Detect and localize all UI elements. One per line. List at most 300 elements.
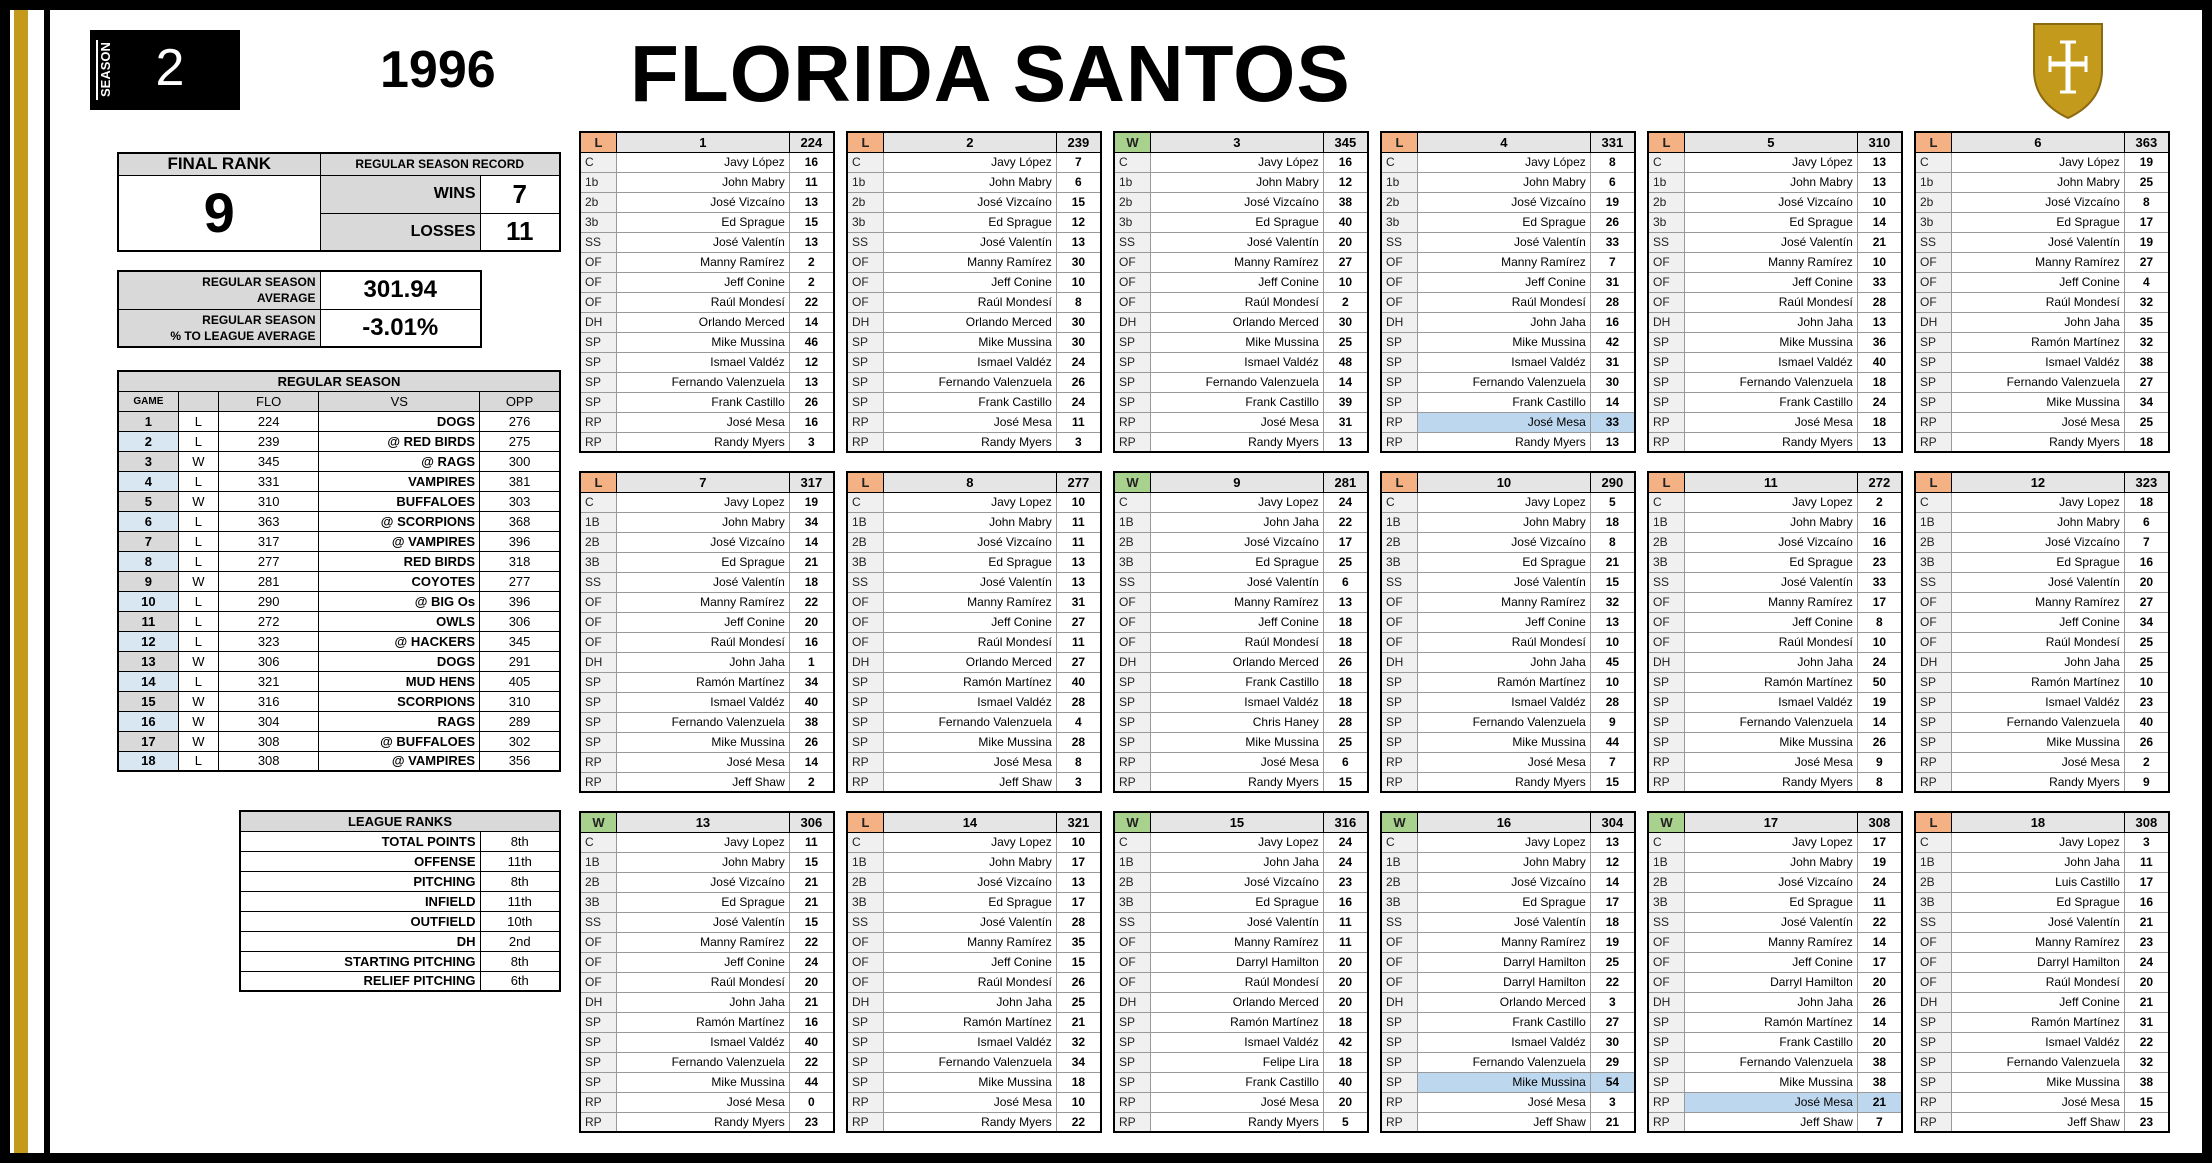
- player-name: Jeff Conine: [1685, 612, 1858, 632]
- lineup-row: [1114, 392, 1368, 412]
- player-name: Ismael Valdéz: [1952, 692, 2125, 712]
- position: OF: [580, 272, 617, 292]
- lineup-row: [1381, 1012, 1635, 1032]
- flo-score: 317: [218, 531, 318, 551]
- player-name: José Valentín: [617, 572, 790, 592]
- position: OF: [847, 972, 884, 992]
- player-score: 50: [1857, 672, 1902, 692]
- game-box: [1113, 811, 1369, 1133]
- position: SP: [1114, 712, 1151, 732]
- player-score: 16: [1857, 512, 1902, 532]
- lineup-row: [1381, 912, 1635, 932]
- game-header: [1114, 472, 1368, 492]
- position: RP: [580, 772, 617, 792]
- game-header: [1915, 132, 2169, 152]
- wins-label: WINS: [320, 175, 480, 213]
- player-name: Raúl Mondesí: [617, 972, 790, 992]
- position: OF: [580, 632, 617, 652]
- position: RP: [580, 432, 617, 452]
- player-score: 20: [1323, 1092, 1368, 1112]
- player-score: 24: [1056, 392, 1101, 412]
- player-score: 22: [1590, 972, 1635, 992]
- lineup-row: [580, 732, 834, 752]
- position: 2b: [1648, 192, 1685, 212]
- position: SP: [847, 1012, 884, 1032]
- position: OF: [1648, 972, 1685, 992]
- player-name: Manny Ramírez: [1151, 592, 1324, 612]
- position: SP: [1114, 1052, 1151, 1072]
- position: SP: [1381, 332, 1418, 352]
- lineup-row: [580, 632, 834, 652]
- lineup-row: [1114, 352, 1368, 372]
- lineup-row: [580, 312, 834, 332]
- player-name: Frank Castillo: [1685, 1032, 1858, 1052]
- flo-score: 281: [218, 571, 318, 591]
- schedule-table: [117, 370, 561, 772]
- position: 1b: [1648, 172, 1685, 192]
- game-number: 2: [884, 132, 1057, 152]
- lineup-row: [1648, 552, 1902, 572]
- lineup-row: [847, 332, 1101, 352]
- player-name: José Mesa: [617, 1092, 790, 1112]
- lineup-row: [1648, 312, 1902, 332]
- player-name: José Vizcaíno: [1418, 872, 1591, 892]
- lineup-row: [1114, 972, 1368, 992]
- player-name: Ed Sprague: [884, 552, 1057, 572]
- game-result-badge: W: [580, 812, 617, 832]
- position: 2B: [1114, 532, 1151, 552]
- opp-score: 405: [480, 671, 560, 691]
- lineup-row: [1381, 292, 1635, 312]
- lineup-row: [1114, 252, 1368, 272]
- rank-value: 6th: [480, 971, 560, 991]
- lineup-row: [580, 872, 834, 892]
- player-score: 20: [1323, 232, 1368, 252]
- player-score: 22: [789, 292, 834, 312]
- player-score: 13: [1056, 232, 1101, 252]
- player-score: 4: [2124, 272, 2169, 292]
- player-score: 24: [2124, 952, 2169, 972]
- position: C: [1648, 492, 1685, 512]
- schedule-row: [118, 591, 560, 611]
- flo-score: 321: [218, 671, 318, 691]
- game-box: [1113, 131, 1369, 453]
- player-name: Ed Sprague: [1418, 892, 1591, 912]
- player-name: José Mesa: [617, 412, 790, 432]
- game-result-badge: W: [1114, 472, 1151, 492]
- position: SP: [1915, 1032, 1952, 1052]
- opponent: @ HACKERS: [319, 631, 480, 651]
- game-result-badge: L: [1915, 132, 1952, 152]
- lineup-row: [1381, 712, 1635, 732]
- position: OF: [1915, 632, 1952, 652]
- position: RP: [1381, 432, 1418, 452]
- player-name: Ismael Valdéz: [617, 692, 790, 712]
- rank-category: TOTAL POINTS: [240, 831, 480, 851]
- position: 3b: [1381, 212, 1418, 232]
- player-score: 14: [1590, 392, 1635, 412]
- player-score: 31: [1590, 352, 1635, 372]
- position: DH: [1648, 312, 1685, 332]
- lineup-row: [1915, 1092, 2169, 1112]
- player-score: 27: [1056, 652, 1101, 672]
- position: OF: [1381, 632, 1418, 652]
- player-score: 25: [1323, 332, 1368, 352]
- player-score: 11: [1323, 932, 1368, 952]
- position: C: [1381, 492, 1418, 512]
- lineup-row: [1114, 1012, 1368, 1032]
- player-score: 6: [1056, 172, 1101, 192]
- position: 2b: [1114, 192, 1151, 212]
- position: 3B: [1381, 552, 1418, 572]
- player-score: 3: [1590, 992, 1635, 1012]
- position: SP: [1648, 1032, 1685, 1052]
- position: RP: [847, 1092, 884, 1112]
- lineup-row: [1114, 1112, 1368, 1132]
- lineup-row: [1915, 952, 2169, 972]
- player-name: Frank Castillo: [617, 392, 790, 412]
- player-name: José Valentín: [1685, 232, 1858, 252]
- position: SP: [1915, 1052, 1952, 1072]
- player-name: Jeff Conine: [1685, 272, 1858, 292]
- player-score: 27: [2124, 252, 2169, 272]
- final-rank-value: 9: [118, 175, 320, 251]
- game-box: [1914, 471, 2170, 793]
- lineup-row: [580, 172, 834, 192]
- player-score: 15: [1590, 772, 1635, 792]
- player-name: Mike Mussina: [1952, 732, 2125, 752]
- game-result: L: [178, 471, 218, 491]
- lineup-row: [1915, 672, 2169, 692]
- player-name: José Mesa: [1418, 1092, 1591, 1112]
- lineup-row: [847, 912, 1101, 932]
- lineup-row: [1648, 1092, 1902, 1112]
- game-result: L: [178, 531, 218, 551]
- lineup-row: [580, 892, 834, 912]
- game-box: [579, 811, 835, 1133]
- game-number: 17: [1685, 812, 1858, 832]
- player-name: Ramón Martínez: [1685, 1012, 1858, 1032]
- position: 1B: [1915, 512, 1952, 532]
- player-score: 11: [1056, 412, 1101, 432]
- position: RP: [1381, 772, 1418, 792]
- lineup-row: [1381, 272, 1635, 292]
- player-score: 12: [789, 352, 834, 372]
- league-rank-row: [240, 911, 560, 931]
- position: SP: [1114, 1032, 1151, 1052]
- position: RP: [847, 1112, 884, 1132]
- player-score: 15: [789, 852, 834, 872]
- player-score: 3: [1056, 772, 1101, 792]
- position: SP: [580, 692, 617, 712]
- lineup-row: [1648, 272, 1902, 292]
- position: 3B: [1114, 552, 1151, 572]
- position: SP: [580, 672, 617, 692]
- player-score: 6: [1323, 572, 1368, 592]
- lineup-row: [1114, 272, 1368, 292]
- position: SP: [1381, 352, 1418, 372]
- game-result: L: [178, 431, 218, 451]
- avg-label: [118, 271, 320, 309]
- position: 2B: [1114, 872, 1151, 892]
- player-score: 27: [1590, 1012, 1635, 1032]
- position: DH: [1114, 312, 1151, 332]
- position: RP: [847, 432, 884, 452]
- player-score: 19: [1590, 932, 1635, 952]
- position: DH: [580, 992, 617, 1012]
- lineup-row: [1915, 512, 2169, 532]
- player-name: Raúl Mondesí: [617, 632, 790, 652]
- player-score: 5: [1323, 1112, 1368, 1132]
- player-name: José Valentín: [1952, 572, 2125, 592]
- player-score: 17: [1590, 892, 1635, 912]
- player-name: José Valentín: [1685, 572, 1858, 592]
- player-name: Ed Sprague: [1151, 552, 1324, 572]
- player-score: 18: [1323, 1052, 1368, 1072]
- player-name: Ramón Martínez: [1952, 1012, 2125, 1032]
- player-score: 28: [1056, 692, 1101, 712]
- lineup-row: [1381, 732, 1635, 752]
- game-number: 9: [118, 571, 178, 591]
- lineup-row: [1648, 712, 1902, 732]
- player-score: 2: [1323, 292, 1368, 312]
- opponent: RAGS: [319, 711, 480, 731]
- lineup-row: [1915, 832, 2169, 852]
- player-name: Randy Myers: [1418, 772, 1591, 792]
- player-name: José Mesa: [1952, 412, 2125, 432]
- player-name: John Mabry: [1952, 512, 2125, 532]
- player-score: 9: [2124, 772, 2169, 792]
- position: SP: [1648, 712, 1685, 732]
- player-score: 20: [789, 972, 834, 992]
- player-name: Ismael Valdéz: [1418, 1032, 1591, 1052]
- game-box: [1647, 811, 1903, 1133]
- player-score: 7: [1857, 1112, 1902, 1132]
- lineup-row: [1381, 432, 1635, 452]
- player-name: John Mabry: [1418, 852, 1591, 872]
- player-name: Javy López: [1418, 152, 1591, 172]
- player-name: Jeff Conine: [1418, 272, 1591, 292]
- position: SP: [847, 332, 884, 352]
- schedule-row: [118, 491, 560, 511]
- lineup-row: [1915, 992, 2169, 1012]
- player-name: Raúl Mondesí: [1952, 972, 2125, 992]
- lineup-row: [580, 292, 834, 312]
- lineup-row: [1114, 432, 1368, 452]
- player-score: 26: [2124, 732, 2169, 752]
- game-total: 310: [1857, 132, 1902, 152]
- player-name: Frank Castillo: [1151, 672, 1324, 692]
- position: SP: [1915, 372, 1952, 392]
- player-score: 31: [1056, 592, 1101, 612]
- player-name: Randy Myers: [1685, 432, 1858, 452]
- player-score: 11: [1323, 912, 1368, 932]
- position: SP: [1381, 732, 1418, 752]
- player-name: José Mesa: [884, 412, 1057, 432]
- position: C: [847, 492, 884, 512]
- flo-score: 277: [218, 551, 318, 571]
- game-header: [1114, 812, 1368, 832]
- position: C: [1381, 152, 1418, 172]
- game-total: 304: [1590, 812, 1635, 832]
- player-score: 38: [789, 712, 834, 732]
- position: SS: [1915, 232, 1952, 252]
- player-score: 9: [1590, 712, 1635, 732]
- position: RP: [1114, 1112, 1151, 1132]
- player-name: Felipe Lira: [1151, 1052, 1324, 1072]
- player-score: 26: [1056, 372, 1101, 392]
- player-name: Frank Castillo: [1151, 392, 1324, 412]
- game-total: 306: [789, 812, 834, 832]
- position: SP: [580, 332, 617, 352]
- player-score: 14: [1323, 372, 1368, 392]
- flo-score: 316: [218, 691, 318, 711]
- player-name: José Vizcaíno: [1685, 872, 1858, 892]
- position: 2b: [847, 192, 884, 212]
- game-header: [1381, 472, 1635, 492]
- flo-score: 308: [218, 751, 318, 771]
- player-name: Mike Mussina: [1685, 1072, 1858, 1092]
- lineup-row: [580, 1112, 834, 1132]
- player-name: Manny Ramírez: [617, 932, 790, 952]
- opp-score: 291: [480, 651, 560, 671]
- player-name: José Vizcaíno: [1418, 192, 1591, 212]
- player-score: 21: [1056, 1012, 1101, 1032]
- lineup-row: [847, 212, 1101, 232]
- player-name: John Jaha: [617, 992, 790, 1012]
- player-score: 16: [789, 1012, 834, 1032]
- season-badge: [90, 30, 240, 110]
- position: 3b: [580, 212, 617, 232]
- player-name: Javy Lopez: [884, 492, 1057, 512]
- lineup-row: [580, 1052, 834, 1072]
- game-number: 4: [118, 471, 178, 491]
- player-score: 22: [789, 1052, 834, 1072]
- position: 1b: [1915, 172, 1952, 192]
- game-number: 16: [1418, 812, 1591, 832]
- position: C: [1915, 152, 1952, 172]
- position: 1B: [1915, 852, 1952, 872]
- player-name: José Mesa: [884, 1092, 1057, 1112]
- player-score: 18: [1857, 412, 1902, 432]
- lineup-row: [580, 492, 834, 512]
- position: RP: [847, 412, 884, 432]
- player-name: Darryl Hamilton: [1151, 952, 1324, 972]
- player-score: 20: [2124, 972, 2169, 992]
- player-name: Randy Myers: [884, 1112, 1057, 1132]
- rank-category: STARTING PITCHING: [240, 951, 480, 971]
- game-number: 13: [118, 651, 178, 671]
- position: C: [1114, 152, 1151, 172]
- black-stripe: [44, 10, 50, 1153]
- game-box: [1914, 131, 2170, 453]
- position: C: [1648, 832, 1685, 852]
- opp-score: 300: [480, 451, 560, 471]
- schedule-row: [118, 511, 560, 531]
- lineup-row: [1648, 172, 1902, 192]
- lineup-row: [580, 212, 834, 232]
- game-total: 272: [1857, 472, 1902, 492]
- position: C: [1381, 832, 1418, 852]
- player-name: Orlando Merced: [617, 312, 790, 332]
- rank-value: 11th: [480, 891, 560, 911]
- lineup-row: [847, 612, 1101, 632]
- player-score: 26: [1857, 992, 1902, 1012]
- player-score: 13: [1056, 872, 1101, 892]
- lineup-row: [1381, 1032, 1635, 1052]
- game-number: 18: [1952, 812, 2125, 832]
- player-score: 13: [789, 192, 834, 212]
- lineup-row: [1381, 212, 1635, 232]
- flo-score: 331: [218, 471, 318, 491]
- player-name: Ed Sprague: [1952, 552, 2125, 572]
- lineup-row: [1114, 152, 1368, 172]
- position: 1b: [847, 172, 884, 192]
- opponent: DOGS: [319, 651, 480, 671]
- player-name: José Valentín: [1151, 572, 1324, 592]
- lineup-row: [1648, 632, 1902, 652]
- player-name: Frank Castillo: [884, 392, 1057, 412]
- position: 3B: [1915, 552, 1952, 572]
- rank-value: 8th: [480, 951, 560, 971]
- position: OF: [1648, 592, 1685, 612]
- position: RP: [1915, 412, 1952, 432]
- player-score: 6: [1590, 172, 1635, 192]
- game-number: 8: [118, 551, 178, 571]
- player-name: Javy López: [1151, 152, 1324, 172]
- lineup-row: [1915, 332, 2169, 352]
- player-score: 8: [1857, 772, 1902, 792]
- position: OF: [1915, 612, 1952, 632]
- player-name: Javy Lopez: [617, 492, 790, 512]
- losses-label: LOSSES: [320, 213, 480, 251]
- player-score: 32: [2124, 292, 2169, 312]
- player-score: 4: [1056, 712, 1101, 732]
- lineup-row: [1915, 1012, 2169, 1032]
- lineup-row: [1648, 232, 1902, 252]
- player-name: José Valentín: [617, 912, 790, 932]
- lineup-row: [1915, 192, 2169, 212]
- final-rank-label: FINAL RANK: [118, 153, 320, 175]
- player-score: 11: [789, 172, 834, 192]
- player-score: 13: [1857, 172, 1902, 192]
- position: 2B: [1648, 532, 1685, 552]
- position: DH: [1381, 312, 1418, 332]
- player-score: 26: [789, 732, 834, 752]
- player-score: 23: [1857, 552, 1902, 572]
- lineup-row: [1648, 692, 1902, 712]
- player-name: José Mesa: [884, 752, 1057, 772]
- position: OF: [847, 632, 884, 652]
- position: SP: [1915, 672, 1952, 692]
- player-score: 13: [1590, 432, 1635, 452]
- player-name: Mike Mussina: [617, 332, 790, 352]
- player-score: 30: [1323, 312, 1368, 332]
- player-score: 24: [1323, 492, 1368, 512]
- player-name: Ismael Valdéz: [1418, 352, 1591, 372]
- schedule-row: [118, 671, 560, 691]
- lineup-row: [847, 672, 1101, 692]
- lineup-row: [1915, 972, 2169, 992]
- player-score: 10: [1590, 672, 1635, 692]
- position: C: [580, 152, 617, 172]
- position: RP: [580, 1092, 617, 1112]
- player-name: Raúl Mondesí: [1685, 632, 1858, 652]
- lineup-row: [847, 1072, 1101, 1092]
- player-name: José Vizcaíno: [1418, 532, 1591, 552]
- player-score: 32: [1590, 592, 1635, 612]
- lineup-row: [847, 592, 1101, 612]
